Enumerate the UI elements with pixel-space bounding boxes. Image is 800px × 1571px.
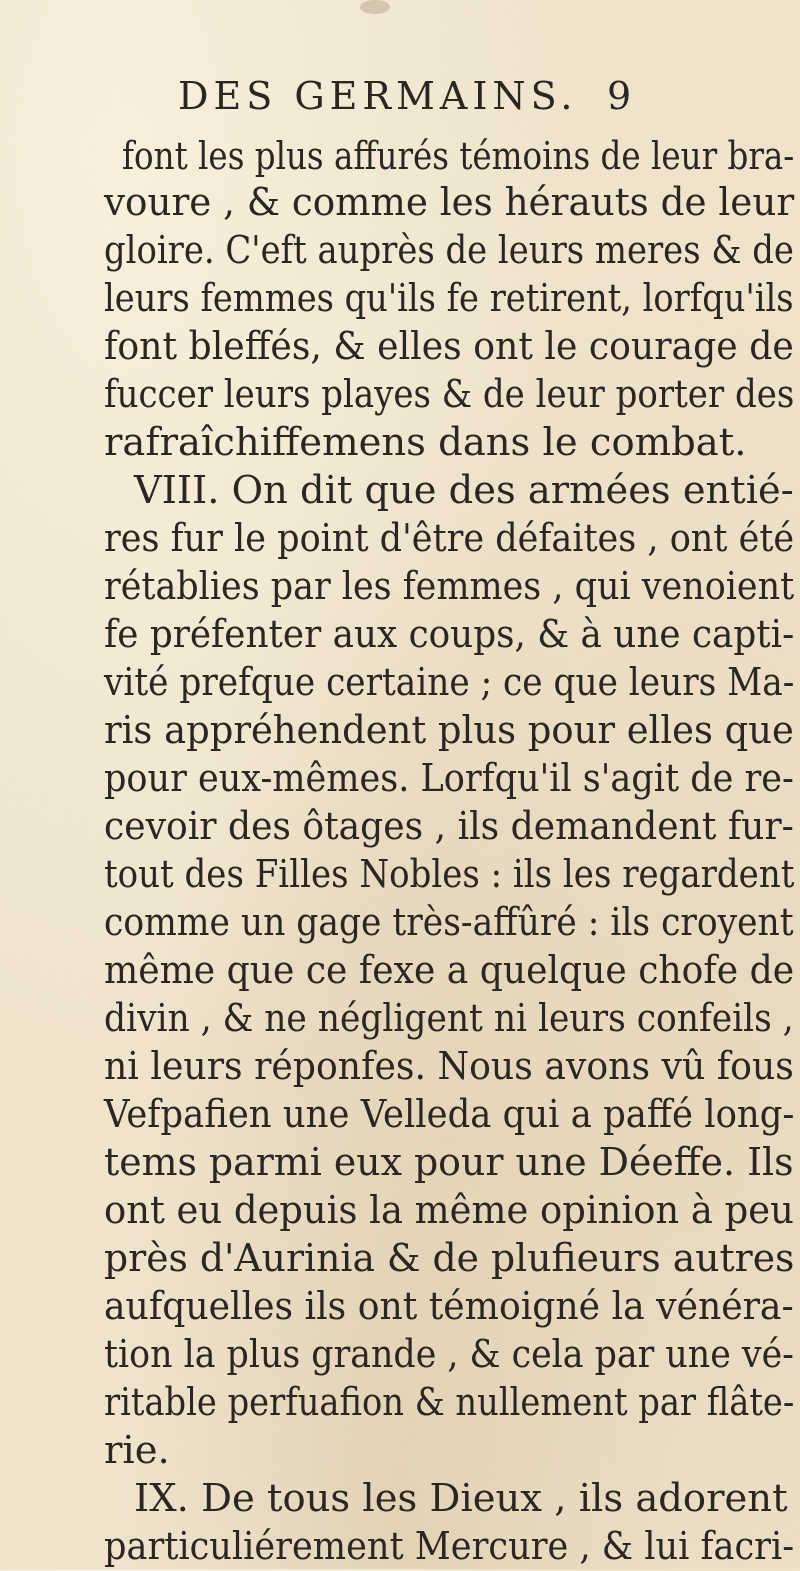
text-line: font les plus affurés témoins de leur bra- [122, 134, 795, 179]
text-line: aufquelles ils ont témoigné la vénéra- [104, 1284, 794, 1329]
text-line: rafraîchiffemens dans le combat. [104, 420, 747, 465]
text-line: tems parmi eux pour une Déeffe. Ils [104, 1140, 794, 1185]
text-line: comme un gage très-affûré : ils croyent [104, 900, 794, 945]
text-line: Vefpafien une Velleda qui a paffé long- [104, 1092, 795, 1137]
text-line: voure , & comme les hérauts de leur [104, 180, 795, 225]
text-line: font bleffés, & elles ont le courage de [104, 324, 794, 369]
text-line: ritable perfuafion & nullement par flâte- [104, 1380, 795, 1425]
text-line: rétablies par les femmes , qui venoient [104, 564, 795, 609]
text-line: rie. [104, 1428, 170, 1473]
text-line: pour eux-mêmes. Lorfqu'il s'agit de re- [104, 756, 794, 801]
section-heading-line: IX. De tous les Dieux , ils adorent [134, 1476, 788, 1521]
running-title: DES GERMAINS. [178, 74, 578, 118]
text-line: ni leurs réponfes. Nous avons vû fous [104, 1044, 794, 1089]
text-line: tion la plus grande , & cela par une vé- [104, 1332, 794, 1377]
page-number: 9 [607, 74, 632, 118]
text-line: vité prefque certaine ; ce que leurs Ma- [104, 660, 795, 705]
ink-smudge [360, 0, 390, 14]
text-line: particuliérement Mercure , & lui facri- [104, 1524, 795, 1569]
text-line: gloire. C'eft auprès de leurs meres & de [104, 228, 794, 273]
text-line: ont eu depuis la même opinion à peu [104, 1188, 794, 1233]
text-line: tout des Filles Nobles : ils les regardent [104, 852, 795, 897]
text-line: leurs femmes qu'ils fe retirent, lorfqu'ils [104, 276, 794, 321]
section-heading-line: VIII. On dit que des armées entié- [134, 468, 794, 513]
text-line: ris appréhendent plus pour elles que [104, 708, 794, 753]
text-line: près d'Aurinia & de plufieurs autres [104, 1236, 795, 1281]
running-head [0, 72, 800, 120]
text-line: même que ce fexe a quelque chofe de [104, 948, 795, 993]
text-line: divin , & ne négligent ni leurs confeils , [104, 996, 794, 1041]
text-line: fe préfenter aux coups, & à une capti- [104, 612, 795, 657]
text-line: fuccer leurs playes & de leur porter des [104, 372, 795, 417]
text-line: cevoir des ôtages , ils demandent fur- [104, 804, 794, 849]
text-line: res fur le point d'être défaites , ont été [104, 516, 795, 561]
